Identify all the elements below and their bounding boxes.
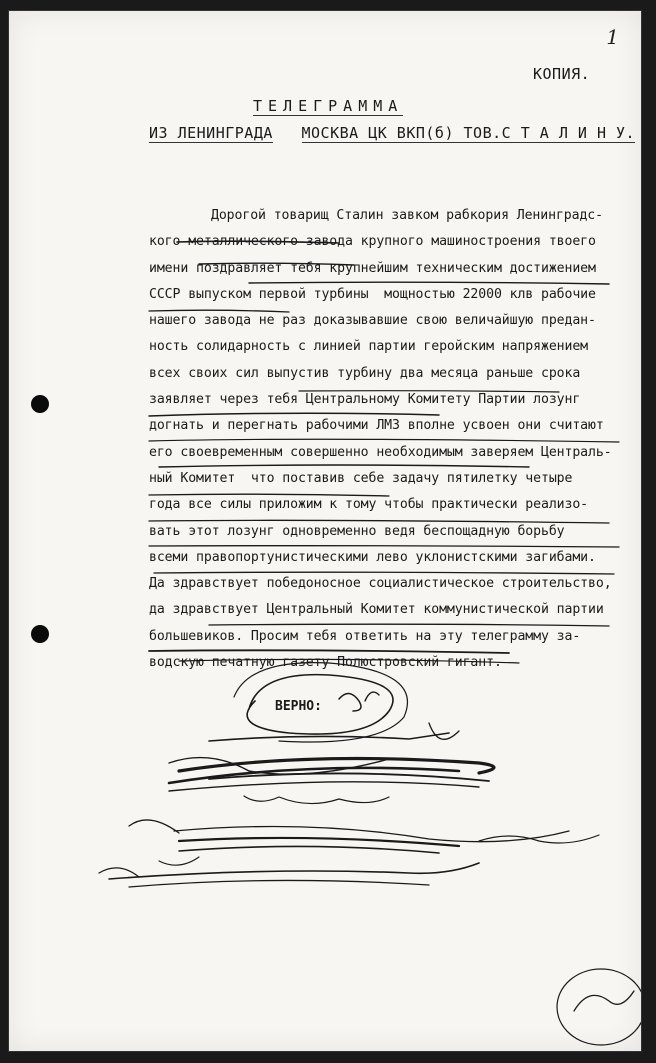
address-to: МОСКВА ЦК ВКП(б) ТОВ.С Т А Л И Н У. — [301, 124, 636, 142]
body-line: ность солидарность с линией партии геройским напряжением — [149, 339, 589, 355]
body-line: вать этот лозунг одновременно ведя беспощадную борьбу — [149, 523, 565, 539]
telegram-title: ТЕЛЕГРАММА — [253, 97, 404, 115]
body-line: водскую печатную газету Полюстровский гигант. — [149, 655, 502, 671]
body-line: заявляет через тебя Центральному Комитету Партии лозунг — [149, 392, 581, 408]
body-line: всеми правопортунистическими лево уклонистскими загибами. — [149, 549, 596, 565]
body-line: кого металлического завода крупного машиностроения твоего — [149, 234, 596, 250]
body-line: года все силы приложим к тому чтобы практически реализо- — [149, 497, 589, 513]
punch-hole — [31, 395, 49, 413]
punch-hole — [31, 625, 49, 643]
body-line: Да здравствует победоносное социалистическое строительство, — [149, 576, 612, 592]
page-number: 1 — [606, 25, 619, 49]
body-line: Дорогой товарищ Сталин завком рабкория Ленинградс- — [211, 208, 603, 223]
body-line: нашего завода не раз доказывавшие свою величайшую предан- — [149, 313, 596, 329]
address-from: ИЗ ЛЕНИНГРАДА — [149, 124, 273, 142]
document-page — [8, 10, 642, 1052]
body-line: большевиков. Просим тебя ответить на эту телеграмму за- — [149, 628, 581, 644]
body-line: ный Комитет что поставив себе задачу пятилетку четыре — [149, 470, 573, 486]
body-line: имени поздравляет тебя крупнейшим техническим достижением — [149, 260, 596, 276]
handwritten-marks — [9, 11, 641, 1051]
body-line: всех своих сил выпустив турбину два месяца раньше срока — [149, 365, 581, 381]
certification-label: ВЕРНО: — [275, 699, 322, 714]
body-line: да здравствует Центральный Комитет коммунистической партии — [149, 602, 604, 618]
copy-mark: КОПИЯ. — [533, 65, 591, 83]
body-line: СССР выпуском первой турбины мощностью 22000 клв рабочие — [149, 286, 596, 302]
body-line: догнать и перегнать рабочими ЛМЗ вполне усвоен они считают — [149, 418, 604, 434]
body-line: его своевременным совершенно необходимым заверяем Централь- — [149, 444, 612, 460]
